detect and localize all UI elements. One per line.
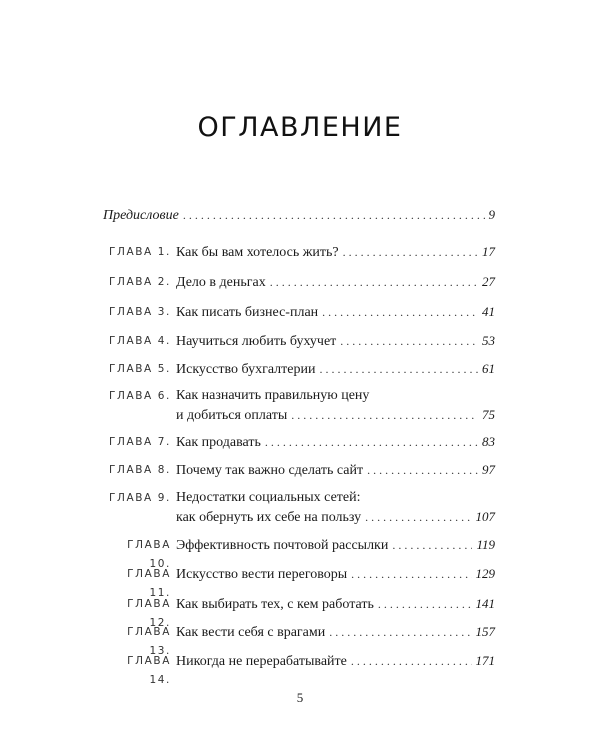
toc-entry-title: как обернуть их себе на пользу: [176, 510, 362, 525]
chapter-label: ГЛАВА 14.: [127, 655, 171, 686]
chapter-label: ГЛАВА 2.: [108, 276, 171, 288]
toc-page-number: 41: [482, 304, 495, 319]
toc-page-number: 53: [482, 333, 495, 348]
chapter-label: ГЛАВА 13.: [127, 626, 171, 657]
toc-page-number: 83: [482, 434, 495, 449]
toc-entry-title: и добиться оплаты: [176, 408, 288, 423]
toc-page-number: 27: [482, 274, 495, 289]
toc-entry-title: Как писать бизнес-план: [176, 305, 319, 320]
chapter-label: ГЛАВА 8.: [108, 464, 171, 476]
toc-entry-title: Искусство вести переговоры: [176, 567, 348, 582]
dot-leader: [265, 433, 478, 452]
chapter-label: ГЛАВА 12.: [127, 598, 171, 629]
toc-entry-title: Как продавать: [176, 435, 261, 450]
chapter-label: ГЛАВА 6.: [108, 390, 171, 402]
chapter-label: ГЛАВА 5.: [108, 363, 171, 375]
dot-leader: [319, 360, 478, 379]
toc-entry-title: Никогда не перерабатывайте: [176, 654, 347, 669]
toc-entry-title: Научиться любить бухучет: [176, 334, 337, 349]
toc-entry-title: Искусство бухгалтерии: [176, 362, 316, 377]
dot-leader: [343, 243, 478, 262]
toc-page-number: 61: [482, 361, 495, 376]
dot-leader: [351, 565, 471, 584]
chapter-label: ГЛАВА 9.: [108, 492, 171, 504]
dot-leader: [378, 595, 472, 614]
dot-leader: [322, 303, 478, 322]
chapter-label: ГЛАВА 7.: [108, 436, 171, 448]
toc-entry-title: Как назначить правильную цену: [176, 388, 370, 403]
toc-page-number: 75: [482, 407, 495, 422]
chapter-label: ГЛАВА 3.: [108, 306, 171, 318]
toc-page-number: 119: [476, 537, 495, 552]
toc-entry-title: Эффективность почтовой рассылки: [176, 538, 389, 553]
dot-leader: [351, 652, 472, 671]
toc-entry-title: Как бы вам хотелось жить?: [176, 245, 339, 260]
dot-leader: [340, 332, 478, 351]
toc-page-number: 171: [475, 653, 495, 668]
toc-page-number: 17: [482, 244, 495, 259]
toc-entry-title: Недостатки социальных сетей:: [176, 490, 361, 505]
toc-entry-title: Предисловие: [103, 208, 179, 223]
dot-leader: [365, 508, 471, 527]
page-number: 5: [296, 690, 304, 705]
dot-leader: [183, 206, 485, 225]
toc-entry-title: Почему так важно сделать сайт: [176, 463, 364, 478]
toc-entry-title: Как вести себя с врагами: [176, 625, 326, 640]
chapter-label: ГЛАВА 4.: [108, 335, 171, 347]
dot-leader: [270, 273, 478, 292]
chapter-label: ГЛАВА 1.: [108, 246, 171, 258]
toc-page-number: 97: [482, 462, 495, 477]
toc-page-number: 129: [475, 566, 495, 581]
toc-page-number: 9: [488, 207, 495, 222]
dot-leader: [392, 536, 472, 555]
dot-leader: [367, 461, 478, 480]
dot-leader: [329, 623, 471, 642]
dot-leader: [291, 406, 478, 425]
toc-page-number: 141: [475, 596, 495, 611]
toc-entry-title: Как выбирать тех, с кем работать: [176, 597, 374, 612]
chapter-label: ГЛАВА 11.: [127, 568, 171, 599]
toc-entry-title: Дело в деньгах: [176, 275, 266, 290]
toc-page-number: 157: [475, 624, 495, 639]
toc-page-number: 107: [475, 509, 495, 524]
page-title: ОГЛАВЛЕНИЕ: [197, 112, 403, 143]
chapter-label: ГЛАВА 10.: [127, 539, 171, 570]
